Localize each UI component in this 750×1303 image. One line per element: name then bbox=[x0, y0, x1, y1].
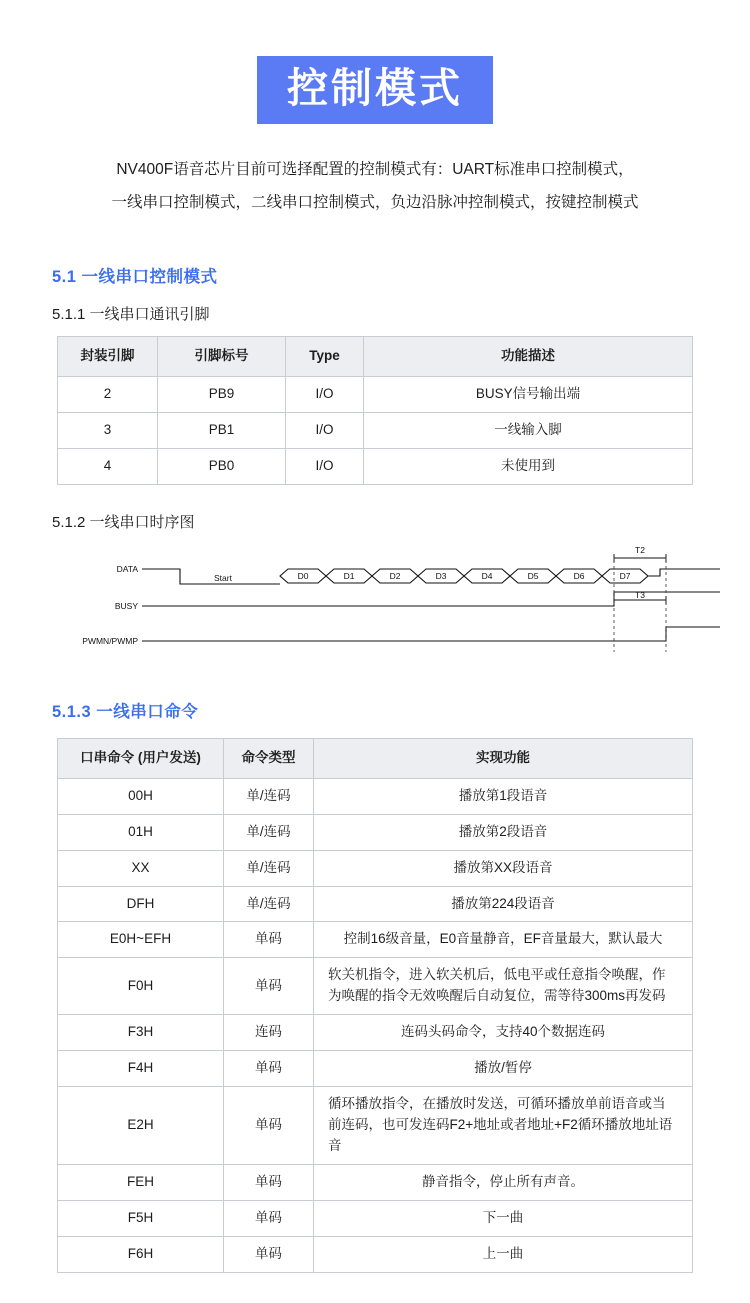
cell: F0H bbox=[58, 958, 224, 1015]
cell: F3H bbox=[58, 1015, 224, 1051]
page-title-container bbox=[30, 0, 720, 124]
cell: 软关机指令，进入软关机后，低电平或任意指令唤醒，作为唤醒的指令无效唤醒后自动复位，需等待300ms再发码 bbox=[314, 958, 693, 1015]
cell: 一线输入脚 bbox=[364, 413, 693, 449]
cell: FEH bbox=[58, 1164, 224, 1200]
table-row bbox=[58, 922, 693, 958]
section-heading-5-1: 5.1 一线串口控制模式 bbox=[52, 268, 218, 287]
cell: 单/连码 bbox=[224, 814, 314, 850]
table-row bbox=[58, 413, 693, 449]
table-row bbox=[58, 814, 693, 850]
cell: 单码 bbox=[224, 1200, 314, 1236]
table-row bbox=[58, 377, 693, 413]
cell: 播放第XX段语音 bbox=[314, 850, 693, 886]
timing-bit-d3: D3 bbox=[435, 570, 447, 581]
pin-col-label: 引脚标号 bbox=[158, 337, 286, 377]
table-row bbox=[58, 448, 693, 484]
timing-bit-d6: D6 bbox=[573, 570, 585, 581]
cell: 播放/暂停 bbox=[314, 1051, 693, 1087]
cell: 下一曲 bbox=[314, 1200, 693, 1236]
table-row bbox=[58, 958, 693, 1015]
cell: 单码 bbox=[224, 1236, 314, 1272]
timing-label-data: DATA bbox=[116, 563, 138, 574]
cmd-col-command: 口串命令 (用户发送) bbox=[58, 738, 224, 778]
cmd-col-function: 实现功能 bbox=[314, 738, 693, 778]
cell: PB9 bbox=[158, 377, 286, 413]
cell: I/O bbox=[286, 413, 364, 449]
table-header-row bbox=[58, 738, 693, 778]
table-row bbox=[58, 1200, 693, 1236]
intro-paragraph bbox=[48, 154, 702, 219]
section-heading-5-1-2: 5.1.2 一线串口时序图 bbox=[52, 513, 195, 531]
cell: 单/连码 bbox=[224, 850, 314, 886]
intro-line-2: 一线串口控制模式，二线串口控制模式，负边沿脉冲控制模式，按键控制模式 bbox=[111, 193, 639, 211]
cell: I/O bbox=[286, 377, 364, 413]
table-row bbox=[58, 778, 693, 814]
cell: 单码 bbox=[224, 1087, 314, 1165]
cell: 播放第1段语音 bbox=[314, 778, 693, 814]
timing-bit-d1: D1 bbox=[343, 570, 355, 581]
cell: 连码头码命令，支持40个数据连码 bbox=[314, 1015, 693, 1051]
cell: PB0 bbox=[158, 448, 286, 484]
timing-marker-t2: T2 bbox=[635, 544, 645, 555]
cell: 循环播放指令，在播放时发送，可循环播放单前语音或当前连码，也可发连码F2+地址或者地址+F2循环播放地址语音 bbox=[314, 1087, 693, 1165]
cell: 单码 bbox=[224, 922, 314, 958]
bottom-spacer bbox=[30, 1273, 720, 1303]
cell: 3 bbox=[58, 413, 158, 449]
cell: 控制16级音量，E0音量静音，EF音量最大，默认最大 bbox=[314, 922, 693, 958]
section-heading-5-1-3: 5.1.3 一线串口命令 bbox=[52, 702, 199, 721]
cell: I/O bbox=[286, 448, 364, 484]
table-row bbox=[58, 1051, 693, 1087]
cell: 单码 bbox=[224, 1051, 314, 1087]
cell: 上一曲 bbox=[314, 1236, 693, 1272]
cell: 播放第2段语音 bbox=[314, 814, 693, 850]
timing-label-pwm: PWMN/PWMP bbox=[82, 635, 138, 646]
cell: 2 bbox=[58, 377, 158, 413]
page-title: 控制模式 bbox=[257, 56, 493, 124]
pin-col-package: 封装引脚 bbox=[58, 337, 158, 377]
intro-line-1: NV400F语音芯片目前可选择配置的控制模式有：UART标准串口控制模式， bbox=[116, 161, 634, 179]
cell: F5H bbox=[58, 1200, 224, 1236]
command-table bbox=[57, 738, 693, 1273]
timing-bit-d2: D2 bbox=[389, 570, 401, 581]
cell: DFH bbox=[58, 886, 224, 922]
cell: PB1 bbox=[158, 413, 286, 449]
cell: 单/连码 bbox=[224, 886, 314, 922]
section-heading-5-1-1: 5.1.1 一线串口通讯引脚 bbox=[52, 306, 210, 324]
timing-bit-d7: D7 bbox=[619, 570, 631, 581]
cmd-col-type: 命令类型 bbox=[224, 738, 314, 778]
table-row bbox=[58, 1164, 693, 1200]
cell: 01H bbox=[58, 814, 224, 850]
pin-col-type: Type bbox=[286, 337, 364, 377]
cell: 播放第224段语音 bbox=[314, 886, 693, 922]
timing-bit-d5: D5 bbox=[527, 570, 539, 581]
timing-label-start: Start bbox=[214, 572, 232, 583]
cell: F6H bbox=[58, 1236, 224, 1272]
cell: 静音指令，停止所有声音。 bbox=[314, 1164, 693, 1200]
cell: E0H~EFH bbox=[58, 922, 224, 958]
cell: E2H bbox=[58, 1087, 224, 1165]
table-row bbox=[58, 1087, 693, 1165]
cell: 4 bbox=[58, 448, 158, 484]
cell: 单码 bbox=[224, 1164, 314, 1200]
cell: XX bbox=[58, 850, 224, 886]
cell: 未使用到 bbox=[364, 448, 693, 484]
pin-col-function: 功能描述 bbox=[364, 337, 693, 377]
cell: 单/连码 bbox=[224, 778, 314, 814]
timing-bit-d0: D0 bbox=[297, 570, 309, 581]
timing-diagram bbox=[30, 544, 720, 664]
cell: BUSY信号输出端 bbox=[364, 377, 693, 413]
table-row bbox=[58, 1015, 693, 1051]
table-header-row bbox=[58, 337, 693, 377]
cell: 00H bbox=[58, 778, 224, 814]
cell: 连码 bbox=[224, 1015, 314, 1051]
timing-bit-d4: D4 bbox=[481, 570, 493, 581]
table-row bbox=[58, 1236, 693, 1272]
timing-marker-t3: T3 bbox=[635, 589, 645, 600]
pin-table bbox=[57, 336, 693, 485]
timing-label-busy: BUSY bbox=[114, 600, 138, 611]
cell: 单码 bbox=[224, 958, 314, 1015]
table-row bbox=[58, 886, 693, 922]
table-row bbox=[58, 850, 693, 886]
cell: F4H bbox=[58, 1051, 224, 1087]
